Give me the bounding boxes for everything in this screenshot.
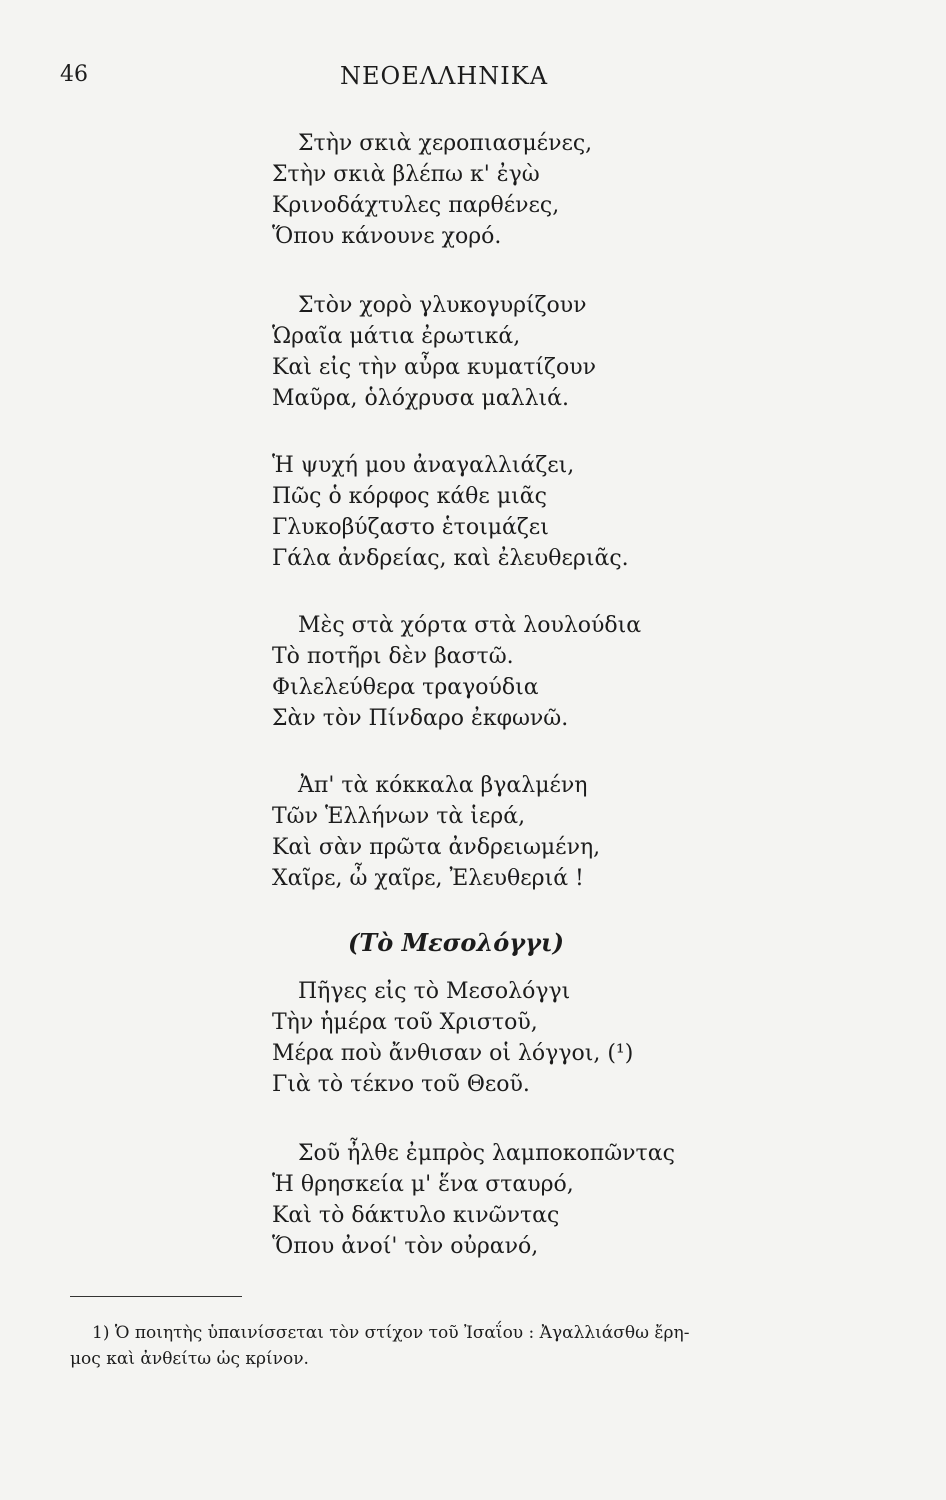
verse-line: Καὶ σὰν πρῶτα ἀνδρειωμένη, xyxy=(272,835,601,860)
verse-line: Γάλα ἀνδρείας, καὶ ἐλευθεριᾶς. xyxy=(272,546,629,571)
verse-line: Τὴν ἡμέρα τοῦ Χριστοῦ, xyxy=(272,1010,538,1035)
verse-line: Γιὰ τὸ τέκνο τοῦ Θεοῦ. xyxy=(272,1072,530,1097)
verse-line: Καὶ τὸ δάκτυλο κινῶντας xyxy=(272,1203,560,1228)
verse-line: Ὡραῖα μάτια ἐρωτικά, xyxy=(272,324,521,349)
verse-line: Ἀπ' τὰ κόκκαλα βγαλμένη xyxy=(298,773,588,798)
verse-line: Πῆγες εἰς τὸ Μεσολόγγι xyxy=(298,979,571,1004)
stanza-4 xyxy=(272,610,641,734)
verse-line: Ἡ ψυχή μου ἀναγαλλιάζει, xyxy=(272,453,575,478)
footnote-line: μος καὶ ἀνθείτω ὡς κρίνον. xyxy=(70,1349,309,1369)
verse-line: Μὲς στὰ χόρτα στὰ λουλούδια xyxy=(298,613,642,638)
running-title: ΝΕΟΕΛΛΗΝΙΚΑ xyxy=(340,62,549,90)
stanza-6 xyxy=(272,976,633,1100)
stanza-5 xyxy=(272,770,600,894)
section-title: (Τὸ Μεσολόγγι) xyxy=(348,928,564,957)
page-number: 46 xyxy=(60,62,88,87)
verse-line: Κρινοδάχτυλες παρθένες, xyxy=(272,193,560,218)
verse-line: Τὸ ποτῆρι δὲν βαστῶ. xyxy=(272,644,514,669)
verse-line: Μαῦρα, ὁλόχρυσα μαλλιά. xyxy=(272,386,569,411)
stanza-1 xyxy=(272,128,592,252)
verse-line: Φιλελεύθερα τραγούδια xyxy=(272,675,539,700)
footnote xyxy=(70,1320,862,1372)
verse-line: Στὴν σκιὰ βλέπω κ' ἐγὼ xyxy=(272,162,540,187)
verse-line: Καὶ εἰς τὴν αὖρα κυματίζουν xyxy=(272,355,596,380)
verse-line: Γλυκοβύζαστο ἑτοιμάζει xyxy=(272,515,549,540)
verse-line: Στὴν σκιὰ χεροπιασμένες, xyxy=(298,131,593,156)
verse-line: Ὅπου κάνουνε χορό. xyxy=(272,224,502,249)
footnote-line: 1) Ὁ ποιητὴς ὑπαινίσσεται τὸν στίχον τοῦ Ἰσαΐου : Ἀγαλλιάσθω ἔρη- xyxy=(92,1323,690,1343)
verse-line: Χαῖρε, ὦ χαῖρε, Ἐλευθεριά ! xyxy=(272,866,584,891)
verse-line: Τῶν Ἑλλήνων τὰ ἱερά, xyxy=(272,804,526,829)
verse-line: Στὸν χορὸ γλυκογυρίζουν xyxy=(298,293,587,318)
stanza-7 xyxy=(272,1138,675,1262)
verse-line: Ὅπου ἀνοί' τὸν οὐρανό, xyxy=(272,1234,539,1259)
stanza-3 xyxy=(272,450,629,574)
stanza-2 xyxy=(272,290,596,414)
verse-line: Σὰν τὸν Πίνδαρο ἐκφωνῶ. xyxy=(272,706,569,731)
page-header xyxy=(0,62,946,102)
verse-line: Πῶς ὁ κόρφος κάθε μιᾶς xyxy=(272,484,547,509)
verse-line: Ἡ θρησκεία μ' ἕνα σταυρό, xyxy=(272,1172,574,1197)
verse-line: Μέρα ποὺ ἄνθισαν οἱ λόγγοι, (¹) xyxy=(272,1041,634,1066)
verse-line: Σοῦ ἦλθε ἐμπρὸς λαμποκοπῶντας xyxy=(298,1141,675,1166)
footnote-rule xyxy=(70,1296,242,1297)
